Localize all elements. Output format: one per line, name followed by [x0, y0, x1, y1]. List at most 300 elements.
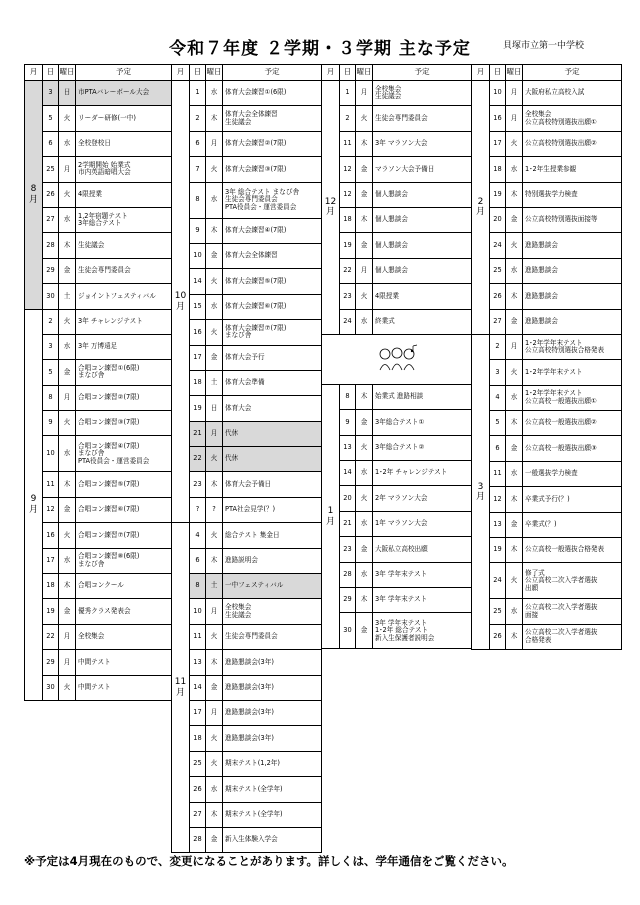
- event-line: 個人懇談会: [375, 240, 408, 249]
- event-cell: [523, 436, 622, 461]
- header-event: 予定: [223, 65, 322, 81]
- header-row: [172, 65, 322, 81]
- table-row: [472, 599, 622, 624]
- day-cell: 25: [190, 751, 206, 776]
- day-cell: 4: [190, 523, 206, 548]
- day-cell: 8: [190, 182, 206, 218]
- event-cell: [76, 207, 172, 232]
- event-line: 公立高校一般選抜出願③: [525, 443, 597, 452]
- table-row: [25, 650, 172, 675]
- weekday-cell: 水: [59, 131, 76, 156]
- day-cell: 3: [43, 334, 59, 359]
- header-month: 月: [172, 65, 190, 81]
- table-row: [25, 497, 172, 522]
- table-row: [172, 777, 322, 802]
- table-row: [172, 370, 322, 395]
- table-row: [25, 258, 172, 283]
- event-line: 3年総合テスト①: [375, 417, 425, 426]
- day-cell: 10: [490, 81, 506, 106]
- weekday-cell: 木: [506, 284, 523, 309]
- day-cell: 14: [190, 269, 206, 294]
- header-weekday: 曜日: [206, 65, 223, 81]
- table-row: [472, 157, 622, 182]
- event-line: 合唱コン練習②(7限): [78, 393, 140, 402]
- day-cell: 5: [43, 360, 59, 385]
- day-cell: 23: [340, 537, 356, 562]
- illustration-row: [322, 334, 472, 384]
- day-cell: 9: [340, 410, 356, 435]
- day-cell: 11: [43, 472, 59, 497]
- event-line: 1･2年 総合テスト: [375, 626, 429, 635]
- weekday-cell: 火: [206, 320, 223, 345]
- weekday-cell: 月: [59, 157, 76, 182]
- table-row: [25, 309, 172, 334]
- event-line: 3年 万博遠足: [78, 342, 118, 351]
- table-row: [172, 218, 322, 243]
- day-cell: 24: [340, 309, 356, 334]
- table-row: [25, 523, 172, 548]
- weekday-cell: 土: [59, 284, 76, 309]
- event-line: 卒業式予行(？): [525, 494, 570, 503]
- event-line: 生徒会専門委員会: [225, 195, 278, 204]
- table-row: [322, 258, 472, 283]
- event-line: 市内英語暗唱大会: [78, 168, 131, 177]
- weekday-cell: 木: [206, 472, 223, 497]
- weekday-cell: 月: [59, 624, 76, 649]
- day-cell: 24: [490, 563, 506, 599]
- page-title: 令和７年度 ２学期・３学期 主な予定: [169, 39, 471, 59]
- event-cell: [76, 258, 172, 283]
- event-line: PTA社会見学(？): [225, 505, 276, 514]
- day-cell: 16: [43, 523, 59, 548]
- event-line: 3年総合テスト: [78, 219, 122, 228]
- event-cell: [373, 284, 472, 309]
- day-cell: 22: [43, 624, 59, 649]
- event-cell: [76, 182, 172, 207]
- weekday-cell: 金: [206, 345, 223, 370]
- event-line: 1･2年学年末テスト: [525, 389, 583, 398]
- event-line: 生徒議会: [375, 92, 402, 101]
- table-row: [472, 233, 622, 258]
- day-cell: 17: [490, 131, 506, 156]
- event-cell: [223, 269, 322, 294]
- weekday-cell: 金: [356, 410, 373, 435]
- event-cell: [223, 182, 322, 218]
- event-cell: [223, 523, 322, 548]
- weekday-cell: 金: [59, 599, 76, 624]
- table-row: [322, 384, 472, 409]
- event-line: 中間テスト: [78, 683, 111, 691]
- weekday-cell: 月: [206, 131, 223, 156]
- day-cell: 12: [340, 157, 356, 182]
- day-cell: 21: [190, 421, 206, 446]
- event-line: 全校登校日: [78, 139, 111, 148]
- event-cell: [523, 411, 622, 436]
- table-row: [25, 334, 172, 359]
- event-cell: [76, 81, 172, 106]
- table-row: [172, 269, 322, 294]
- table-row: [472, 436, 622, 461]
- event-cell: [223, 345, 322, 370]
- event-cell: [76, 385, 172, 410]
- day-cell: 8: [190, 574, 206, 599]
- month-cell: 12月: [322, 81, 340, 335]
- event-line: 代休: [225, 429, 239, 438]
- day-cell: 27: [43, 207, 59, 232]
- table-row: [472, 207, 622, 232]
- table-row: [322, 233, 472, 258]
- day-cell: 9: [43, 411, 59, 436]
- weekday-cell: 金: [206, 675, 223, 700]
- event-line: 体育大会練習①(6限): [225, 88, 287, 97]
- weekday-cell: 木: [356, 384, 373, 409]
- day-cell: 2: [490, 334, 506, 359]
- header-event: 予定: [523, 65, 622, 81]
- event-line: 体育大会練習⑥(7限): [225, 302, 287, 311]
- event-line: 体育大会練習④(7限): [225, 225, 287, 234]
- event-line: 一般選抜学力検査: [525, 469, 578, 478]
- event-line: 出願: [525, 583, 539, 592]
- weekday-cell: 月: [59, 385, 76, 410]
- day-cell: 2: [340, 106, 356, 131]
- day-cell: 17: [190, 700, 206, 725]
- day-cell: 14: [340, 461, 356, 486]
- event-line: 進路説明会: [225, 556, 258, 565]
- table-row: [472, 360, 622, 385]
- event-cell: [223, 675, 322, 700]
- table-row: [25, 284, 172, 309]
- event-line: 公立高校二次入学者選抜: [525, 628, 598, 637]
- event-line: まなび舎: [78, 559, 105, 568]
- table-row: [172, 751, 322, 776]
- table-row: [172, 421, 322, 446]
- day-cell: 18: [340, 207, 356, 232]
- day-cell: 23: [190, 472, 206, 497]
- day-cell: 3: [490, 360, 506, 385]
- header-weekday: 曜日: [506, 65, 523, 81]
- event-line: 代休: [225, 454, 239, 463]
- weekday-cell: 日: [59, 81, 76, 106]
- day-cell: 13: [490, 512, 506, 537]
- event-cell: [76, 106, 172, 131]
- event-cell: [76, 523, 172, 548]
- event-cell: [523, 106, 622, 131]
- table-row: [472, 461, 622, 486]
- event-cell: [373, 461, 472, 486]
- event-line: 新入生体験入学会: [225, 835, 278, 844]
- event-cell: [223, 421, 322, 446]
- event-line: 合唱コン練習④(7限): [78, 441, 140, 450]
- day-cell: 19: [43, 599, 59, 624]
- event-cell: [223, 599, 322, 624]
- event-line: 体育大会練習③(7限): [225, 164, 287, 173]
- header-row: [25, 65, 172, 81]
- event-cell: [76, 574, 172, 599]
- event-line: 体育大会予備日: [225, 479, 272, 488]
- event-cell: [373, 157, 472, 182]
- event-cell: [373, 131, 472, 156]
- weekday-cell: 水: [506, 461, 523, 486]
- event-line: マラソン大会予備日: [375, 164, 435, 173]
- weekday-cell: 火: [206, 726, 223, 751]
- footer-note: ※予定は4月現在のもので、変更になることがあります。詳しくは、学年通信をご覧ください。: [24, 854, 514, 868]
- weekday-cell: ?: [206, 497, 223, 522]
- table-row: [25, 207, 172, 232]
- event-line: 生徒議会: [225, 610, 252, 619]
- header-month: 月: [322, 65, 340, 81]
- header-month: 月: [25, 65, 43, 81]
- table-row: [172, 726, 322, 751]
- table-row: [322, 106, 472, 131]
- weekday-cell: 金: [356, 182, 373, 207]
- header-weekday: 曜日: [356, 65, 373, 81]
- weekday-cell: 火: [59, 182, 76, 207]
- event-cell: [223, 243, 322, 268]
- table-row: [172, 294, 322, 319]
- day-cell: 1: [340, 81, 356, 106]
- table-row: [322, 309, 472, 334]
- weekday-cell: 木: [59, 233, 76, 258]
- day-cell: 27: [490, 309, 506, 334]
- day-cell: 24: [490, 233, 506, 258]
- weekday-cell: 火: [206, 447, 223, 472]
- table-row: [172, 81, 322, 106]
- table-row: [25, 411, 172, 436]
- event-line: 個人懇談会: [375, 266, 408, 275]
- weekday-cell: 水: [506, 599, 523, 624]
- event-cell: [373, 233, 472, 258]
- table-row: [172, 548, 322, 573]
- table-row: [25, 574, 172, 599]
- table-row: [322, 131, 472, 156]
- event-cell: [223, 726, 322, 751]
- event-cell: [373, 81, 472, 106]
- weekday-cell: 火: [356, 284, 373, 309]
- weekday-cell: 火: [206, 269, 223, 294]
- day-cell: 6: [490, 436, 506, 461]
- event-line: 始業式 進路相談: [375, 392, 424, 401]
- weekday-cell: 水: [59, 548, 76, 573]
- month-cell: 2月: [472, 81, 490, 335]
- event-line: リーダー研修(一中): [78, 113, 136, 122]
- weekday-cell: 火: [206, 624, 223, 649]
- day-cell: 29: [43, 650, 59, 675]
- weekday-cell: 木: [506, 182, 523, 207]
- event-line: 個人懇談会: [375, 215, 408, 224]
- event-line: 一中フェスティバル: [225, 581, 284, 590]
- header-event: 予定: [373, 65, 472, 81]
- event-cell: [76, 497, 172, 522]
- day-cell: 17: [43, 548, 59, 573]
- table-row: [25, 548, 172, 573]
- weekday-cell: 金: [356, 537, 373, 562]
- event-cell: [373, 258, 472, 283]
- weekday-cell: 月: [506, 81, 523, 106]
- event-cell: [223, 81, 322, 106]
- event-line: 合唱コン練習⑦(7限): [78, 530, 140, 539]
- weekday-cell: 土: [206, 574, 223, 599]
- event-cell: [76, 334, 172, 359]
- day-cell: 13: [340, 435, 356, 460]
- weekday-cell: 木: [206, 802, 223, 827]
- weekday-cell: 土: [206, 370, 223, 395]
- day-cell: 29: [43, 258, 59, 283]
- weekday-cell: 金: [206, 827, 223, 852]
- event-cell: [373, 207, 472, 232]
- day-cell: 3: [43, 81, 59, 106]
- event-line: 体育大会全体練習: [225, 110, 278, 118]
- event-line: 公立高校特別選抜出願②: [525, 139, 597, 148]
- event-cell: [223, 574, 322, 599]
- event-cell: [223, 320, 322, 345]
- event-line: 3年 総合テスト まなび舎: [225, 187, 300, 196]
- table-row: [472, 106, 622, 131]
- event-cell: [523, 233, 622, 258]
- weekday-cell: 火: [356, 435, 373, 460]
- event-cell: [373, 309, 472, 334]
- event-line: 生徒会専門委員会: [225, 632, 278, 641]
- weekday-cell: 木: [206, 106, 223, 131]
- day-cell: 16: [490, 106, 506, 131]
- header-day: 日: [490, 65, 506, 81]
- day-cell: 26: [490, 284, 506, 309]
- event-cell: [223, 396, 322, 421]
- day-cell: 29: [340, 588, 356, 613]
- event-cell: [223, 777, 322, 802]
- weekday-cell: 木: [506, 411, 523, 436]
- event-line: 進路懇談会(3年): [225, 733, 274, 742]
- event-line: 新入生保護者説明会: [375, 633, 435, 642]
- weekday-cell: 金: [59, 258, 76, 283]
- day-cell: 16: [190, 320, 206, 345]
- weekday-cell: 月: [206, 421, 223, 446]
- event-cell: [523, 207, 622, 232]
- table-row: [172, 131, 322, 156]
- event-line: 1･2年生授業参観: [525, 164, 577, 173]
- day-cell: 18: [190, 726, 206, 751]
- event-line: 公立高校一般選抜出願①: [525, 396, 597, 405]
- day-cell: 11: [190, 624, 206, 649]
- event-line: 公立高校一般選抜合格発表: [525, 545, 605, 554]
- weekday-cell: 月: [206, 599, 223, 624]
- event-cell: [523, 258, 622, 283]
- day-cell: 26: [190, 777, 206, 802]
- event-line: 合唱コン練習⑥(7限): [78, 505, 140, 514]
- weekday-cell: 水: [206, 777, 223, 802]
- event-cell: [373, 613, 472, 649]
- day-cell: 28: [340, 562, 356, 587]
- weekday-cell: 水: [506, 157, 523, 182]
- day-cell: 11: [490, 461, 506, 486]
- table-row: [25, 385, 172, 410]
- weekday-cell: 木: [506, 487, 523, 512]
- weekday-cell: 木: [356, 207, 373, 232]
- schedule-table-feb-mar: [471, 64, 622, 650]
- weekday-cell: 月: [356, 81, 373, 106]
- day-cell: 23: [340, 284, 356, 309]
- event-line: まなび舎: [225, 331, 252, 340]
- event-line: 体育大会練習⑦(7限): [225, 323, 287, 332]
- event-cell: [76, 131, 172, 156]
- weekday-cell: 火: [506, 233, 523, 258]
- table-row: [172, 599, 322, 624]
- event-line: 大阪府私立高校入試: [525, 88, 585, 97]
- illustration-cell: [322, 334, 472, 384]
- month-cell: 9月: [25, 309, 43, 700]
- day-cell: 5: [490, 411, 506, 436]
- weekday-cell: 金: [356, 613, 373, 649]
- event-line: 公立高校特別選抜面接等: [525, 215, 598, 224]
- table-row: [172, 447, 322, 472]
- table-row: [172, 574, 322, 599]
- table-row: [25, 81, 172, 106]
- event-line: 2学期開始 始業式: [78, 160, 131, 169]
- table-row: [322, 562, 472, 587]
- day-cell: 18: [190, 370, 206, 395]
- month-cell: 10月: [172, 81, 190, 523]
- weekday-cell: 水: [356, 461, 373, 486]
- table-row: [172, 523, 322, 548]
- event-line: 体育大会練習⑤(7限): [225, 276, 287, 285]
- table-row: [172, 827, 322, 852]
- event-cell: [523, 624, 622, 649]
- table-row: [25, 472, 172, 497]
- event-line: 全校集会: [225, 603, 252, 612]
- table-row: [472, 131, 622, 156]
- table-row: [172, 157, 322, 182]
- event-line: 合唱コン練習③(7限): [78, 418, 140, 427]
- event-cell: [223, 472, 322, 497]
- weekday-cell: 金: [506, 512, 523, 537]
- table-row: [472, 309, 622, 334]
- event-line: 進路懇談会: [525, 266, 558, 275]
- table-row: [25, 599, 172, 624]
- event-line: 面接: [525, 610, 539, 619]
- table-row: [322, 588, 472, 613]
- day-cell: 8: [340, 384, 356, 409]
- day-cell: 30: [340, 613, 356, 649]
- day-cell: 10: [190, 243, 206, 268]
- weekday-cell: 水: [206, 81, 223, 106]
- event-cell: [523, 131, 622, 156]
- event-line: 進路懇談会(3年): [225, 657, 274, 666]
- weekday-cell: 火: [59, 411, 76, 436]
- table-row: [25, 675, 172, 700]
- event-line: 4限授業: [375, 291, 399, 300]
- table-row: [472, 538, 622, 563]
- event-line: まなび舎: [78, 371, 105, 380]
- month-cell: 8月: [25, 81, 43, 310]
- event-line: 進路懇談会(3年): [225, 683, 274, 691]
- event-cell: [223, 802, 322, 827]
- weekday-cell: 水: [506, 385, 523, 410]
- day-cell: 21: [340, 511, 356, 536]
- event-line: 公立高校特別選抜出願①: [525, 117, 597, 126]
- day-cell: 25: [490, 599, 506, 624]
- event-cell: [76, 548, 172, 573]
- weekday-cell: 月: [356, 258, 373, 283]
- header-month: 月: [472, 65, 490, 81]
- weekday-cell: 金: [356, 157, 373, 182]
- event-line: PTA役員会・運営委員会: [78, 456, 150, 465]
- event-line: 体育大会準備: [225, 378, 265, 387]
- table-row: [472, 624, 622, 649]
- event-cell: [76, 624, 172, 649]
- event-line: 優秀クラス発表会: [78, 606, 131, 615]
- day-cell: 25: [490, 258, 506, 283]
- event-cell: [76, 360, 172, 385]
- event-cell: [373, 511, 472, 536]
